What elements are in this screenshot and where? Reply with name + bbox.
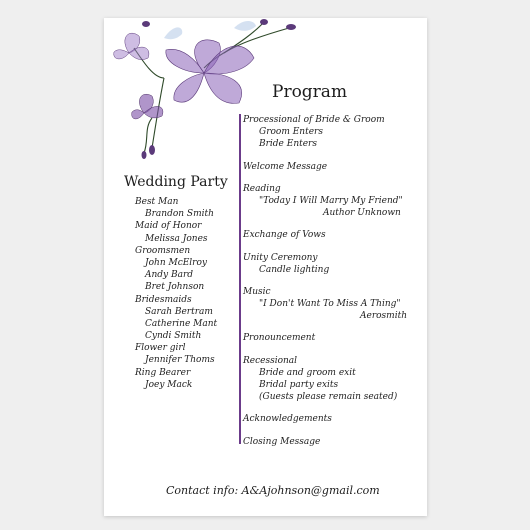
party-member: Sarah Bertram [145,306,213,317]
program-detail: Author Unknown [323,208,401,219]
party-member: Brandon Smith [145,209,214,220]
party-role: Flower girl [135,343,186,354]
program-gap [243,276,407,286]
party-role: Groomsmen [135,245,191,256]
program-gap [243,173,407,183]
program-divider [239,114,241,444]
program-gap [243,151,407,161]
party-member: Andy Bard [145,270,194,281]
program-detail: Candle lighting [259,264,330,275]
pale-leaves [164,21,256,39]
program-detail: Aerosmith [360,311,407,322]
party-member: Catherine Mant [145,318,218,329]
program-detail: "I Don't Want To Miss A Thing" [259,299,401,310]
party-role: Ring Bearer [135,367,191,378]
program-gap [243,322,407,332]
program-gap [243,426,407,436]
wedding-party-title: Wedding Party [124,174,228,190]
program-detail: Bride and groom exit [259,367,356,378]
program-gap [243,345,407,355]
program-heading: Pronouncement [243,333,316,344]
side-flower [132,94,163,119]
program-heading: Acknowledgements [243,414,332,425]
program-heading: Processional of Bride & Groom [243,115,385,125]
party-member: Joey Mack [145,379,193,390]
party-member: Cyndi Smith [145,331,202,342]
program-heading: Closing Message [243,436,321,447]
program-detail: Bridal party exits [259,380,339,390]
program-detail: Bride Enters [259,139,317,150]
top-flower [114,33,149,59]
party-role: Maid of Honor [135,221,202,232]
contact-info: Contact info: A&Ajohnson@gmail.com [166,484,380,497]
program-heading: Reading [243,183,281,194]
program-list [243,114,407,448]
party-role: Best Man [135,197,179,207]
program-gap [243,242,407,252]
program-card [104,18,427,516]
program-heading: Exchange of Vows [243,230,326,241]
program-gap [243,403,407,413]
program-heading: Unity Ceremony [243,252,318,263]
program-detail: "Today I Will Marry My Friend" [259,195,403,206]
program-gap [243,219,407,229]
wedding-party-list [135,196,217,391]
program-detail: Groom Enters [259,127,323,138]
party-member: Melissa Jones [145,233,208,244]
program-heading: Welcome Message [243,161,328,172]
main-flower [166,40,254,103]
program-detail: (Guests please remain seated) [259,392,398,403]
party-member: Bret Johnson [145,282,205,293]
party-member: Jennifer Thoms [145,355,215,366]
program-title: Program [272,82,348,102]
party-role: Bridesmaids [135,294,192,305]
program-heading: Recessional [243,355,298,366]
party-member: John McElroy [145,257,207,268]
program-heading: Music [243,286,271,297]
